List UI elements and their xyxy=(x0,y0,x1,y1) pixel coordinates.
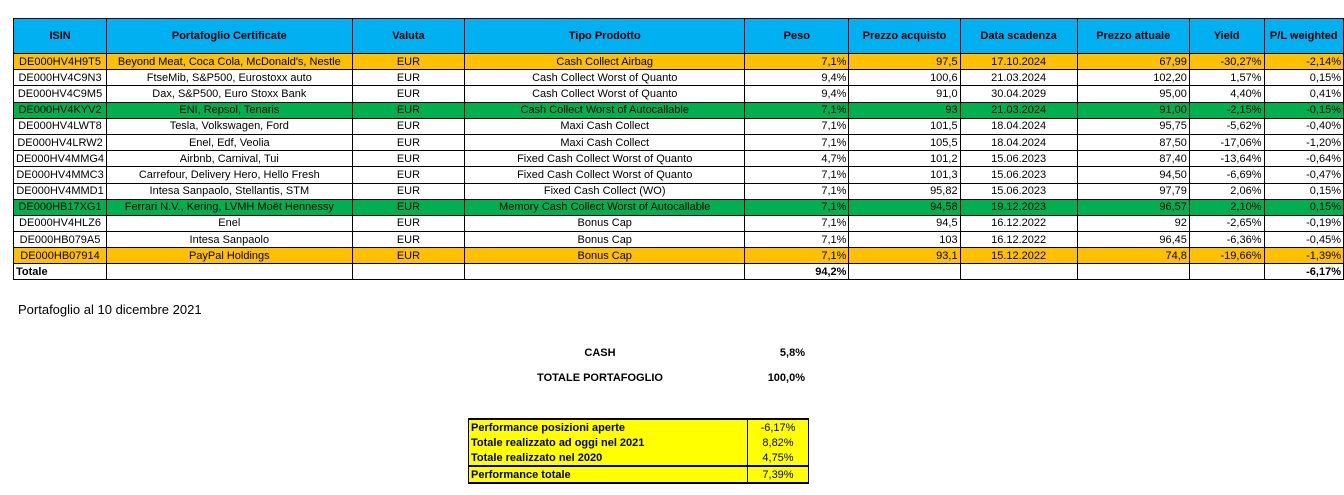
yield-cell: -6,69% xyxy=(1189,167,1264,183)
product-cell: Bonus Cap xyxy=(465,248,745,264)
performance-label: Performance posizioni aperte xyxy=(469,419,748,435)
weight-cell: 9,4% xyxy=(745,70,849,86)
product-cell: Maxi Cash Collect xyxy=(465,134,745,150)
col-header-current-price: Prezzo attuale xyxy=(1077,19,1189,54)
pl-cell: -0,47% xyxy=(1264,167,1344,183)
isin-cell: DE000HV4KYV2 xyxy=(14,102,107,118)
portfolio-cell: Intesa Sanpaolo, Stellantis, STM xyxy=(107,183,353,199)
performance-row xyxy=(469,466,809,483)
performance-label: Performance totale xyxy=(469,466,748,483)
portfolio-cell: Airbnb, Carnival, Tui xyxy=(107,151,353,167)
cash-value: 5,8% xyxy=(779,347,805,359)
weight-cell: 7,1% xyxy=(745,118,849,134)
performance-row xyxy=(469,450,809,466)
isin-cell: DE000HV4LWT8 xyxy=(14,118,107,134)
col-header-product: Tipo Prodotto xyxy=(465,19,745,54)
buy-price-cell: 97,5 xyxy=(849,54,960,70)
weight-cell: 7,1% xyxy=(745,183,849,199)
portfolio-table xyxy=(13,18,1344,280)
total-empty-cell xyxy=(1077,264,1189,280)
yield-cell: -5,62% xyxy=(1189,118,1264,134)
weight-cell: 7,1% xyxy=(745,199,849,215)
yield-cell: 1,57% xyxy=(1189,70,1264,86)
performance-value: 7,39% xyxy=(748,466,809,483)
weight-cell: 9,4% xyxy=(745,86,849,102)
yield-cell: -13,64% xyxy=(1189,151,1264,167)
current-price-cell: 87,50 xyxy=(1077,134,1189,150)
table-row xyxy=(14,86,1344,102)
expiry-cell: 15.06.2023 xyxy=(960,183,1077,199)
pl-cell: -2,14% xyxy=(1264,54,1344,70)
pl-cell: -1,20% xyxy=(1264,134,1344,150)
performance-value: 4,75% xyxy=(748,450,809,466)
current-price-cell: 96,57 xyxy=(1077,199,1189,215)
currency-cell: EUR xyxy=(352,248,465,264)
total-empty-cell xyxy=(849,264,960,280)
yield-cell: -6,36% xyxy=(1189,232,1264,248)
isin-cell: DE000HV4MMC3 xyxy=(14,167,107,183)
weight-cell: 7,1% xyxy=(745,54,849,70)
currency-cell: EUR xyxy=(352,86,465,102)
current-price-cell: 92 xyxy=(1077,215,1189,231)
buy-price-cell: 103 xyxy=(849,232,960,248)
performance-value: 8,82% xyxy=(748,435,809,450)
expiry-cell: 19.12.2023 xyxy=(960,199,1077,215)
expiry-cell: 30.04.2029 xyxy=(960,86,1077,102)
weight-cell: 7,1% xyxy=(745,134,849,150)
pl-cell: -0,40% xyxy=(1264,118,1344,134)
performance-row xyxy=(469,419,809,435)
current-price-cell: 94,50 xyxy=(1077,167,1189,183)
yield-cell: 2,10% xyxy=(1189,199,1264,215)
col-header-weight: Peso xyxy=(745,19,849,54)
weight-cell: 4,7% xyxy=(745,151,849,167)
performance-label: Totale realizzato nel 2020 xyxy=(469,450,748,466)
col-header-yield: Yield xyxy=(1189,19,1264,54)
isin-cell: DE000HV4MMG4 xyxy=(14,151,107,167)
yield-cell: -2,65% xyxy=(1189,215,1264,231)
buy-price-cell: 93,1 xyxy=(849,248,960,264)
col-header-isin: ISIN xyxy=(14,19,107,54)
portfolio-cell: Intesa Sanpaolo xyxy=(107,232,353,248)
total-empty-cell xyxy=(107,264,353,280)
table-row xyxy=(14,151,1344,167)
portfolio-cell: Tesla, Volkswagen, Ford xyxy=(107,118,353,134)
isin-cell: DE000HV4C9M5 xyxy=(14,86,107,102)
expiry-cell: 16.12.2022 xyxy=(960,215,1077,231)
portfolio-cell: Enel xyxy=(107,215,353,231)
product-cell: Cash Collect Airbag xyxy=(465,54,745,70)
current-price-cell: 67,99 xyxy=(1077,54,1189,70)
total-label: Totale xyxy=(14,264,107,280)
expiry-cell: 15.06.2023 xyxy=(960,167,1077,183)
expiry-cell: 21.03.2024 xyxy=(960,70,1077,86)
portfolio-cell: Dax, S&P500, Euro Stoxx Bank xyxy=(107,86,353,102)
currency-cell: EUR xyxy=(352,70,465,86)
table-row xyxy=(14,54,1344,70)
pl-cell: -0,45% xyxy=(1264,232,1344,248)
pl-cell: -0,15% xyxy=(1264,102,1344,118)
isin-cell: DE000HV4C9N3 xyxy=(14,70,107,86)
col-header-portfolio: Portafoglio Certificate xyxy=(107,19,353,54)
weight-cell: 7,1% xyxy=(745,248,849,264)
table-row xyxy=(14,102,1344,118)
total-empty-cell xyxy=(465,264,745,280)
pl-cell: 0,15% xyxy=(1264,183,1344,199)
total-pl: -6,17% xyxy=(1264,264,1344,280)
currency-cell: EUR xyxy=(352,54,465,70)
weight-cell: 7,1% xyxy=(745,102,849,118)
total-empty-cell xyxy=(960,264,1077,280)
expiry-cell: 15.06.2023 xyxy=(960,151,1077,167)
buy-price-cell: 101,2 xyxy=(849,151,960,167)
table-row xyxy=(14,215,1344,231)
performance-table xyxy=(468,418,809,484)
yield-cell: 4,40% xyxy=(1189,86,1264,102)
performance-value: -6,17% xyxy=(748,419,809,435)
portfolio-cell: Enel, Edf, Veolia xyxy=(107,134,353,150)
portfolio-cell: ENI, Repsol, Tenaris xyxy=(107,102,353,118)
pl-cell: 0,15% xyxy=(1264,70,1344,86)
portfolio-cell: Beyond Meat, Coca Cola, McDonald's, Nestle xyxy=(107,54,353,70)
buy-price-cell: 101,3 xyxy=(849,167,960,183)
total-weight: 94,2% xyxy=(745,264,849,280)
current-price-cell: 91,00 xyxy=(1077,102,1189,118)
currency-cell: EUR xyxy=(352,232,465,248)
cash-label: CASH xyxy=(584,347,616,359)
expiry-cell: 18.04.2024 xyxy=(960,118,1077,134)
total-empty-cell xyxy=(1189,264,1264,280)
table-row xyxy=(14,199,1344,215)
buy-price-cell: 94,58 xyxy=(849,199,960,215)
product-cell: Memory Cash Collect Worst of Autocallable xyxy=(465,199,745,215)
product-cell: Fixed Cash Collect Worst of Quanto xyxy=(465,151,745,167)
weight-cell: 7,1% xyxy=(745,232,849,248)
yield-cell: -19,66% xyxy=(1189,248,1264,264)
current-price-cell: 102,20 xyxy=(1077,70,1189,86)
current-price-cell: 87,40 xyxy=(1077,151,1189,167)
isin-cell: DE000HB079A5 xyxy=(14,232,107,248)
total-portfolio-value: 100,0% xyxy=(767,372,805,384)
table-row xyxy=(14,183,1344,199)
isin-cell: DE000HV4HLZ6 xyxy=(14,215,107,231)
buy-price-cell: 95,82 xyxy=(849,183,960,199)
performance-label: Totale realizzato ad oggi nel 2021 xyxy=(469,435,748,450)
currency-cell: EUR xyxy=(352,215,465,231)
table-row xyxy=(14,232,1344,248)
product-cell: Cash Collect Worst of Quanto xyxy=(465,86,745,102)
table-row xyxy=(14,118,1344,134)
currency-cell: EUR xyxy=(352,134,465,150)
col-header-buy-price: Prezzo acquisto xyxy=(849,19,960,54)
table-row xyxy=(14,248,1344,264)
pl-cell: -1,39% xyxy=(1264,248,1344,264)
weight-cell: 7,1% xyxy=(745,167,849,183)
product-cell: Fixed Cash Collect Worst of Quanto xyxy=(465,167,745,183)
currency-cell: EUR xyxy=(352,118,465,134)
current-price-cell: 95,00 xyxy=(1077,86,1189,102)
portfolio-cell: PayPal Holdings xyxy=(107,248,353,264)
buy-price-cell: 91,0 xyxy=(849,86,960,102)
total-portfolio-label: TOTALE PORTAFOGLIO xyxy=(537,372,663,384)
table-row xyxy=(14,134,1344,150)
total-empty-cell xyxy=(352,264,465,280)
currency-cell: EUR xyxy=(352,199,465,215)
currency-cell: EUR xyxy=(352,167,465,183)
product-cell: Cash Collect Worst of Quanto xyxy=(465,70,745,86)
isin-cell: DE000HV4LRW2 xyxy=(14,134,107,150)
buy-price-cell: 105,5 xyxy=(849,134,960,150)
expiry-cell: 16.12.2022 xyxy=(960,232,1077,248)
expiry-cell: 17.10.2024 xyxy=(960,54,1077,70)
yield-cell: -17,06% xyxy=(1189,134,1264,150)
isin-cell: DE000HV4MMD1 xyxy=(14,183,107,199)
pl-cell: -0,64% xyxy=(1264,151,1344,167)
expiry-cell: 18.04.2024 xyxy=(960,134,1077,150)
current-price-cell: 97,79 xyxy=(1077,183,1189,199)
table-row xyxy=(14,167,1344,183)
buy-price-cell: 94,5 xyxy=(849,215,960,231)
yield-cell: -2,15% xyxy=(1189,102,1264,118)
buy-price-cell: 100,6 xyxy=(849,70,960,86)
product-cell: Cash Collect Worst of Autocallable xyxy=(465,102,745,118)
portfolio-cell: FtseMib, S&P500, Eurostoxx auto xyxy=(107,70,353,86)
total-row xyxy=(14,264,1344,280)
currency-cell: EUR xyxy=(352,151,465,167)
col-header-pl: P/L weighted xyxy=(1264,19,1344,54)
product-cell: Fixed Cash Collect (WO) xyxy=(465,183,745,199)
current-price-cell: 96,45 xyxy=(1077,232,1189,248)
yield-cell: 2,06% xyxy=(1189,183,1264,199)
table-row xyxy=(14,70,1344,86)
col-header-expiry: Data scadenza xyxy=(960,19,1077,54)
pl-cell: 0,15% xyxy=(1264,199,1344,215)
isin-cell: DE000HB17XG1 xyxy=(14,199,107,215)
yield-cell: -30,27% xyxy=(1189,54,1264,70)
performance-row xyxy=(469,435,809,450)
product-cell: Bonus Cap xyxy=(465,215,745,231)
pl-cell: 0,41% xyxy=(1264,86,1344,102)
table-header-row xyxy=(14,19,1344,54)
pl-cell: -0,19% xyxy=(1264,215,1344,231)
current-price-cell: 74,8 xyxy=(1077,248,1189,264)
isin-cell: DE000HV4H9T5 xyxy=(14,54,107,70)
buy-price-cell: 93 xyxy=(849,102,960,118)
product-cell: Bonus Cap xyxy=(465,232,745,248)
product-cell: Maxi Cash Collect xyxy=(465,118,745,134)
portfolio-cell: Carrefour, Delivery Hero, Hello Fresh xyxy=(107,167,353,183)
table-body xyxy=(14,54,1344,264)
buy-price-cell: 101,5 xyxy=(849,118,960,134)
weight-cell: 7,1% xyxy=(745,215,849,231)
portfolio-cell: Ferrari N.V., Kering, LVMH Moët Hennessy xyxy=(107,199,353,215)
currency-cell: EUR xyxy=(352,102,465,118)
expiry-cell: 15.12.2022 xyxy=(960,248,1077,264)
currency-cell: EUR xyxy=(352,183,465,199)
isin-cell: DE000HB07914 xyxy=(14,248,107,264)
col-header-currency: Valuta xyxy=(352,19,465,54)
current-price-cell: 95,75 xyxy=(1077,118,1189,134)
portfolio-date-note: Portafoglio al 10 dicembre 2021 xyxy=(18,302,202,317)
expiry-cell: 21.03.2024 xyxy=(960,102,1077,118)
